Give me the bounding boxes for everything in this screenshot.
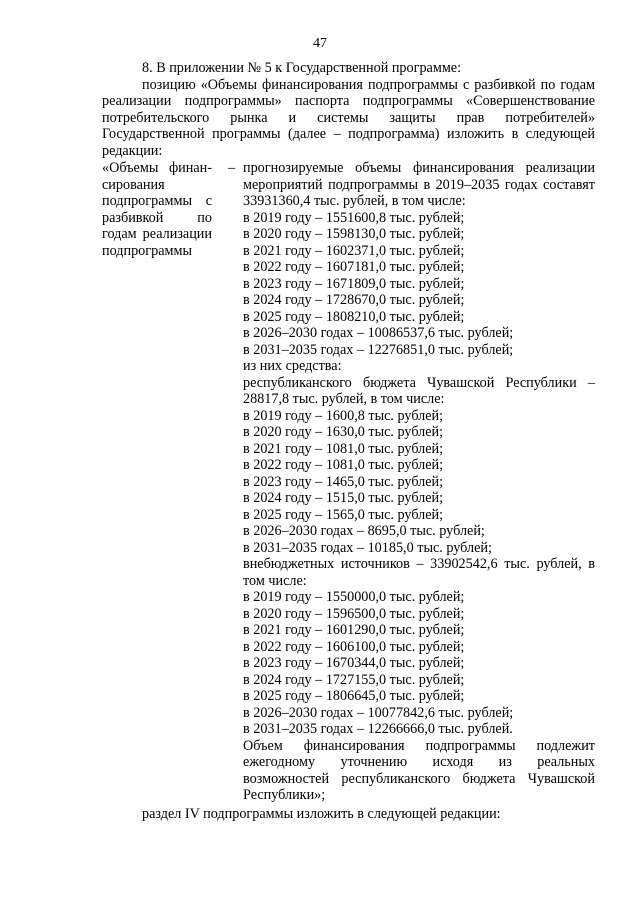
extra-years-list [243,589,595,738]
position-dash: – [228,160,236,176]
list-item: в 2022 году – 1606100,0 тыс. рублей; [243,638,465,655]
list-item: в 2024 году – 1728670,0 тыс. рублей; [243,292,465,308]
list-item: в 2031–2035 годах – 12276851,0 тыс. рублей; [243,341,514,358]
closing-text: Объем финансирования подпрограммы подлежит ежегодному уточнению исходя из реальных возможностей республиканского бюджета Чувашской Республики»; [243,737,595,803]
extra-budget-text: внебюджетных источников – 33902542,6 тыс. рублей, в том числе: [243,556,595,589]
list-item: в 2021 году – 1602371,0 тыс. рублей; [243,242,465,259]
item-text: позицию «Объемы финансирования подпрограммы с разбивкой по годам реализации подпрограммы» паспорта подпрограммы «Совершенствование потребительского рынка и системы защиты прав потребителей» Государственной программы (далее – подпрограмма) изложить в следующей редакции: [102,76,595,159]
list-item: в 2025 году – 1806645,0 тыс. рублей; [243,688,465,704]
republic-budget-text: республиканского бюджета Чувашской Республики – 28817,8 тыс. рублей, в том числе: [243,374,595,407]
list-item: в 2023 году – 1465,0 тыс. рублей; [243,473,444,490]
financing-details-cell [243,160,595,804]
list-item: в 2025 году – 1565,0 тыс. рублей; [243,506,444,523]
list-item: в 2025 году – 1808210,0 тыс. рублей; [243,308,465,325]
list-item: в 2026–2030 годах – 10077842,6 тыс. рублей; [243,704,514,721]
list-item: в 2026–2030 годах – 8695,0 тыс. рублей; [243,523,485,539]
list-item: в 2021 году – 1081,0 тыс. рублей; [243,440,444,457]
of-which-label: из них средства: [243,358,342,374]
list-item: в 2022 году – 1607181,0 тыс. рублей; [243,259,465,275]
list-item: в 2031–2035 годах – 12266666,0 тыс. рублей. [243,721,513,737]
list-item: в 2020 году – 1630,0 тыс. рублей; [243,424,444,440]
list-item: в 2031–2035 годах – 10185,0 тыс. рублей; [243,539,492,556]
total-years-list [243,210,595,359]
list-item: в 2022 году – 1081,0 тыс. рублей; [243,457,444,473]
list-item: в 2020 году – 1598130,0 тыс. рублей; [243,226,465,242]
republic-years-list [243,408,595,557]
list-item: в 2024 году – 1727155,0 тыс. рублей; [243,671,465,688]
list-item: в 2026–2030 годах – 10086537,6 тыс. рублей; [243,325,514,341]
list-item: в 2019 году – 1600,8 тыс. рублей; [243,407,444,424]
amendment-intro [102,60,595,159]
page-number: 47 [313,36,327,51]
total-financing-text: прогнозируемые объемы финансирования реализации мероприятий подпрограммы в 2019–2035 годах составят 33931360,4 тыс. рублей, в том числе: [243,160,595,209]
list-item: в 2020 году – 1596500,0 тыс. рублей; [243,605,465,622]
list-item: в 2019 году – 1550000,0 тыс. рублей; [243,589,465,605]
item-heading: 8. В приложении № 5 к Государственной программе: [142,60,462,76]
list-item: в 2021 году – 1601290,0 тыс. рублей; [243,622,465,638]
list-item: в 2023 году – 1670344,0 тыс. рублей; [243,655,465,671]
final-instruction: раздел IV подпрограммы изложить в следующей редакции: [142,806,501,822]
position-label-cell: «Объемы финансирования подпрограммы с разбивкой по годам реализации подпрограммы [102,160,212,259]
list-item: в 2023 году – 1671809,0 тыс. рублей; [243,275,465,292]
list-item: в 2024 году – 1515,0 тыс. рублей; [243,490,444,506]
list-item: в 2019 году – 1551600,8 тыс. рублей; [243,209,465,226]
